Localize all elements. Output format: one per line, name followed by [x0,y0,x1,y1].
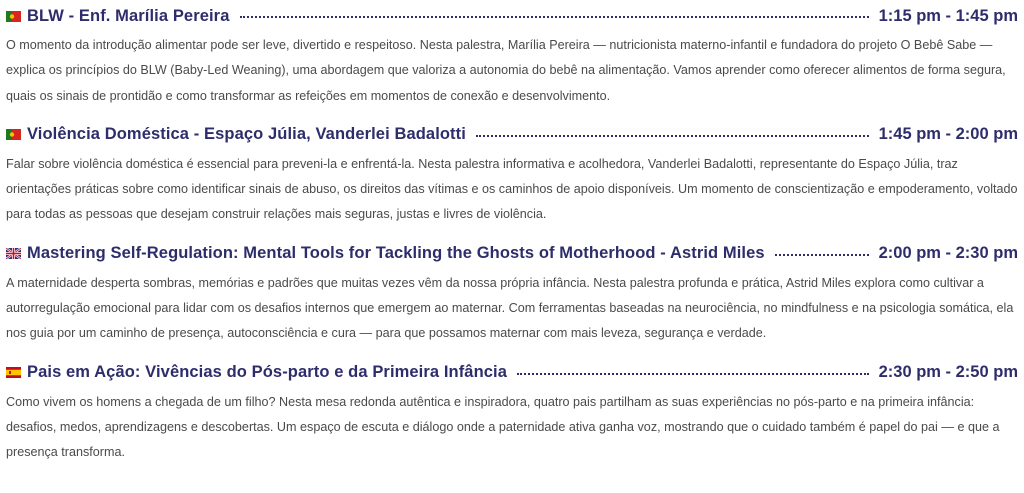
session-time: 1:45 pm - 2:00 pm [878,125,1018,144]
session-item [6,359,1018,466]
portugal-flag-icon [6,11,21,22]
leader-dots [517,373,869,375]
session-description: Falar sobre violência doméstica é essencial para preveni-la e enfrentá-la. Nesta palestra informativa e acolhedora, Vanderlei Badalotti, representante do Espaço Júlia, traz orientações práticas sobre como identificar sinais de abuso, os direitos das vítimas e os caminhos de apoio disponíveis. Um momento de conscientização e empoderamento, voltado para todas as pessoas que desejam construir relações mais seguras, justas e livres de violência. [6,156,1018,222]
leader-dots [476,135,869,137]
session-title: Pais em Ação: Vivências do Pós-parto e da Primeira Infância [27,363,508,382]
session-title: Mastering Self-Regulation: Mental Tools for Tackling the Ghosts of Motherhood - Astrid Miles [27,244,765,263]
session-item [6,121,1018,228]
session-description: O momento da introdução alimentar pode ser leve, divertido e respeitoso. Nesta palestra, Marília Pereira — nutricionista materno-infantil e fundadora do projeto O Bebê Sabe — explica os princípios do BLW (Baby-Led Weaning), uma abordagem que valoriza a autonomia do bebê na alimentação. Vamos aprender como oferecer alimentos de forma segura, quais os sinais de prontidão e como transformar as refeições em momentos de conexão e desenvolvimento. [6,38,1006,103]
session-header [6,359,1018,387]
session-item [6,2,1018,109]
leader-dots [240,16,869,18]
portugal-flag-icon [6,129,21,140]
session-time: 2:30 pm - 2:50 pm [878,363,1018,382]
uk-flag-icon [6,248,21,259]
session-header [6,121,1018,149]
agenda-list [0,2,1024,466]
session-description: A maternidade desperta sombras, memórias e padrões que muitas vezes vêm da nossa própria infância. Nesta palestra profunda e prática, Astrid Miles explora como cultivar a autorregulação emocional para lidar com os desafios internos que emergem ao maternar. Com ferramentas baseadas na neurociência, no mindfulness e na psicologia somática, ela nos guia por um caminho de presença, autoconsciência e cura — para que possamos maternar com mais leveza, segurança e verdade. [6,275,1014,341]
session-header [6,240,1018,268]
session-title: Violência Doméstica - Espaço Júlia, Vanderlei Badalotti [27,125,466,144]
session-header [6,2,1018,30]
leader-dots [775,254,869,256]
session-description: Como vivem os homens a chegada de um filho? Nesta mesa redonda autêntica e inspiradora, quatro pais partilham as suas experiências no pós-parto e na primeira infância: desafios, medos, aprendizagens e descobertas. Um espaço de escuta e diálogo onde a paternidade ativa ganha voz, mostrando que o cuidado também é papel do pai — e que a presença transforma. [6,394,1000,460]
session-time: 2:00 pm - 2:30 pm [878,244,1018,263]
session-title: BLW - Enf. Marília Pereira [27,6,230,25]
session-time: 1:15 pm - 1:45 pm [878,6,1018,25]
session-item [6,240,1018,347]
spain-flag-icon [6,367,21,378]
